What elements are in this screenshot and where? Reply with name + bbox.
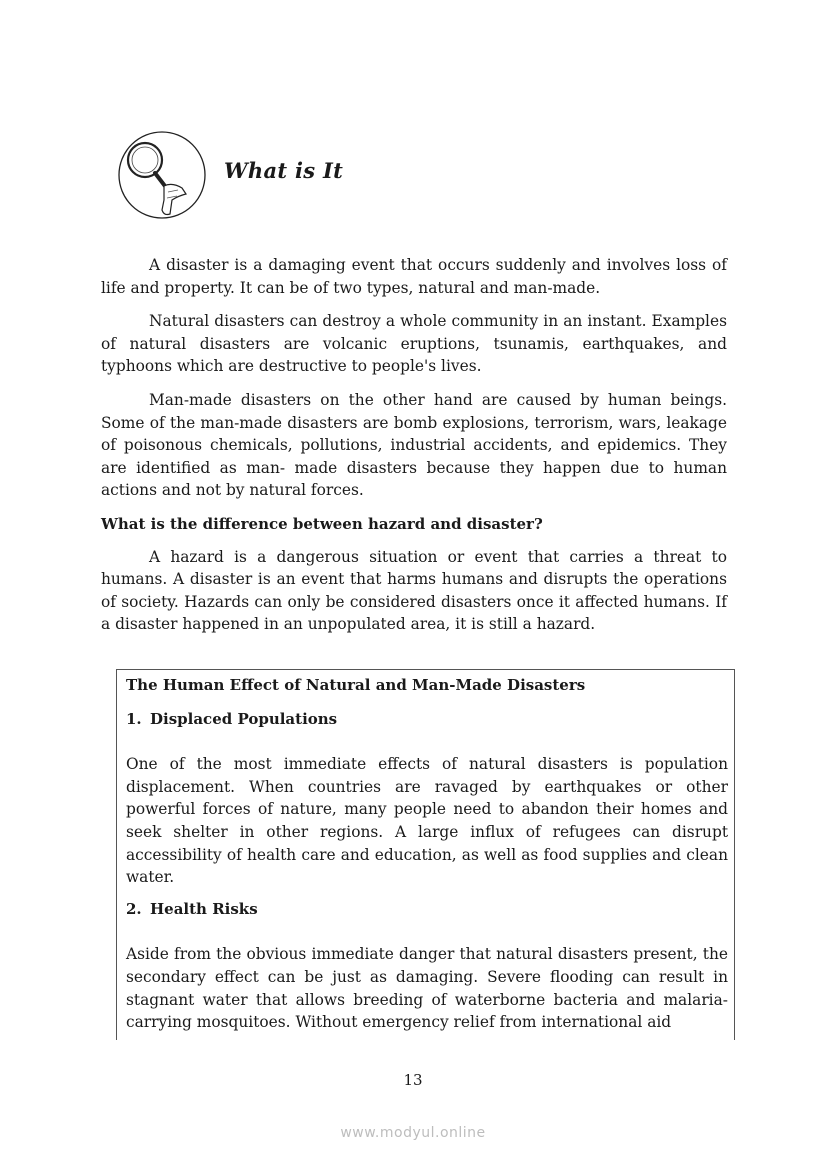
section-text-1: One of the most immediate effects of natural disasters is population displacement. When countries are ravaged by earthquakes or other powerful forces of nature, many people need to abandon their homes and seek shelter in other regions. A large influx of refugees can disrupt accessibility of health care and education, as well as food supplies and clean water. [126,755,728,887]
watermark: www.modyul.online [340,1125,486,1141]
box-title: The Human Effect of Natural and Man-Made Disasters [126,676,586,694]
difference-paragraph: A hazard is a dangerous situation or event that carries a threat to humans. A disaster is an event that harms humans and disrupts the operations of society. Hazards can only be considered disasters once it affected humans. If a disaster happened in an unpopulated area, it is still a hazard. [101,547,727,634]
section-heading-2 [126,898,728,921]
intro-paragraph: Man-made disasters on the other hand are caused by human beings. Some of the man-made disasters are bomb explosions, terrorism, wars, leakage of poisonous chemicals, pollutions, industrial accidents, and epidemics. They are identified as man- made disasters because they happen due to human actions and not by natural forces. [101,390,727,500]
section-number: 1. [126,709,142,728]
intro-paragraph: A disaster is a damaging event that occurs suddenly and involves loss of life and property. It can be of two types, natural and man-made. [101,256,727,297]
page-number: 13 [403,1071,423,1089]
difference-heading: What is the difference between hazard and disaster? [101,514,543,533]
intro-paragraph: Natural disasters can destroy a whole community in an instant. Examples of natural disasters are volcanic eruptions, tsunamis, earthquakes, and typhoons which are destructive to people's lives. [101,312,727,376]
section-title: What is It [224,158,344,183]
intro-text [101,254,727,647]
section-heading-1 [126,708,728,731]
section-heading-text: Health Risks [150,899,258,918]
section-text-2: Aside from the obvious immediate danger that natural disasters present, the secondary effect can be just as damaging. Severe flooding can result in stagnant water that allows breeding of waterborne bacteria and malaria-carrying mosquitoes. Without emergency relief from international aid [126,945,728,1032]
section-number: 2. [126,899,142,918]
section-heading-text: Displaced Populations [150,709,338,728]
magnifying-glass-hand-icon [112,130,216,220]
human-effect-box [116,669,735,1040]
